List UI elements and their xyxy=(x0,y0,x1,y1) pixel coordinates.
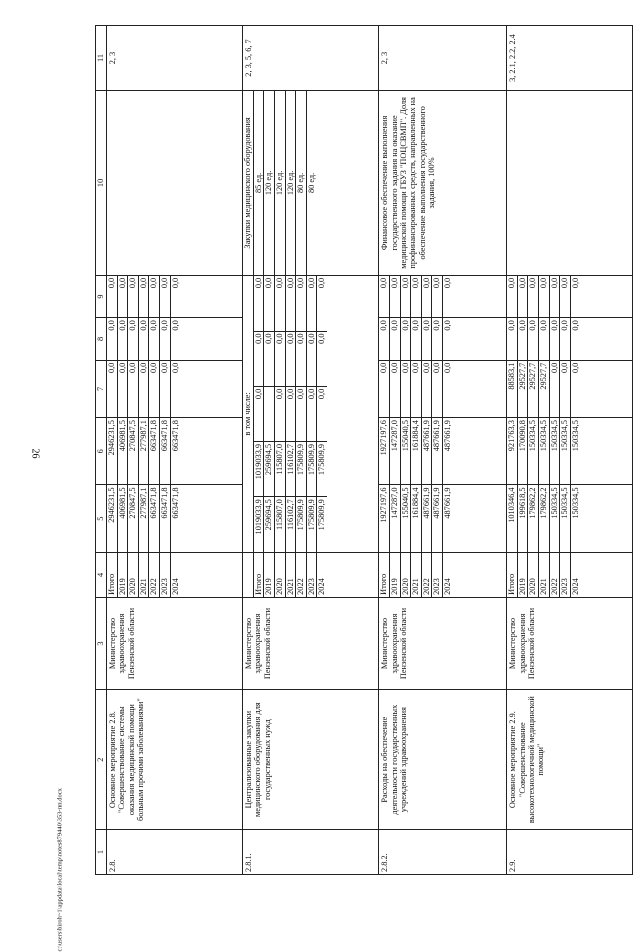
value: 277987,1 xyxy=(138,418,149,484)
values-cell xyxy=(107,485,243,552)
value: 2021 xyxy=(539,553,550,597)
value: 2020 xyxy=(128,553,139,597)
value: 0,0 xyxy=(128,361,139,417)
values-cell xyxy=(243,552,379,597)
header-cell: 9 xyxy=(96,275,107,317)
indicator-ref: 2, 3 xyxy=(107,26,243,91)
value: 115807,0 xyxy=(274,441,285,496)
value: 175809,9 xyxy=(296,497,307,552)
values-group xyxy=(243,275,379,552)
value: 663471,8 xyxy=(149,418,160,484)
value: 0,0 xyxy=(517,276,528,317)
value: 161884,4 xyxy=(411,486,422,552)
value: 0,0 xyxy=(264,331,275,386)
value: 0,0 xyxy=(317,386,327,441)
value: 29527,7 xyxy=(528,361,539,417)
result-value: 80 ед. xyxy=(306,172,316,194)
result-value: 120 ед. xyxy=(285,91,296,275)
value: 116102,7 xyxy=(285,497,296,552)
value: 0,0 xyxy=(432,276,443,317)
value: 0,0 xyxy=(570,362,580,374)
value: 0,0 xyxy=(117,276,128,317)
values-cell xyxy=(379,418,507,485)
value: 0,0 xyxy=(274,276,285,331)
value xyxy=(264,386,275,441)
result-value: 80 ед. xyxy=(296,91,307,275)
value: 0,0 xyxy=(528,318,539,359)
value: 2023 xyxy=(432,553,443,597)
value: 0,0 xyxy=(170,362,180,374)
value: 2020 xyxy=(274,553,285,597)
indicator-ref: 2, 3 xyxy=(379,26,507,91)
value: 2024 xyxy=(570,578,580,595)
values-cell xyxy=(107,318,243,360)
values-cell xyxy=(379,485,507,552)
value: 663471,8 xyxy=(159,486,170,552)
value: 1927197,6 xyxy=(379,418,389,484)
header-cell: 7 xyxy=(96,360,107,417)
header-cell: 11 xyxy=(96,26,107,91)
value: 2019 xyxy=(390,553,401,597)
values-cell xyxy=(379,275,507,317)
values-cell xyxy=(379,360,507,417)
value: 0,0 xyxy=(442,277,452,289)
value: 150334,5 xyxy=(549,418,560,484)
value: 2019 xyxy=(117,553,128,597)
header-cell: 4 xyxy=(96,552,107,597)
value: Итого xyxy=(379,553,389,597)
values-cell xyxy=(507,418,633,485)
value: 155040,5 xyxy=(400,418,411,484)
value: 175809,9 xyxy=(317,499,327,531)
value: 0,0 xyxy=(570,277,580,289)
row-number: 2.9. xyxy=(507,830,633,875)
value: 0,0 xyxy=(170,320,180,331)
value: 487661,9 xyxy=(442,487,452,519)
value: 0,0 xyxy=(549,361,560,417)
value: 663471,8 xyxy=(149,486,160,552)
value: 0,0 xyxy=(159,276,170,317)
table-container xyxy=(95,25,633,875)
value: 0,0 xyxy=(432,318,443,359)
value: 0,0 xyxy=(253,276,264,331)
value: 259694,5 xyxy=(264,441,275,496)
value: 1010346,4 xyxy=(507,486,517,552)
value: 115807,0 xyxy=(274,497,285,552)
value: 0,0 xyxy=(421,318,432,359)
value: 0,0 xyxy=(379,318,389,359)
value: 0,0 xyxy=(507,318,517,359)
value: 0,0 xyxy=(159,318,170,359)
table-row xyxy=(507,26,633,875)
value: 487661,9 xyxy=(432,418,443,484)
value: Итого xyxy=(253,553,264,597)
row-number: 2.8. xyxy=(107,830,243,875)
value: 155040,5 xyxy=(400,486,411,552)
value: 0,0 xyxy=(560,318,571,359)
executor: Министерство здравоохранения Пензенской области xyxy=(379,597,507,689)
value: 0,0 xyxy=(539,276,550,317)
page-number: 26 xyxy=(29,448,41,459)
value: 199618,5 xyxy=(517,486,528,552)
value: 0,0 xyxy=(411,276,422,317)
value: 0,0 xyxy=(379,361,389,417)
value: 0,0 xyxy=(107,318,117,359)
value: 0,0 xyxy=(390,318,401,359)
value: 0,0 xyxy=(528,276,539,317)
value: 0,0 xyxy=(107,276,117,317)
value: 0,0 xyxy=(560,276,571,317)
values-cell xyxy=(507,275,633,317)
value: 175809,9 xyxy=(306,497,317,552)
value: 0,0 xyxy=(117,318,128,359)
value: 259694,5 xyxy=(264,497,275,552)
value: 1019033,9 xyxy=(253,441,264,496)
value: 2021 xyxy=(285,553,296,597)
value: 170090,8 xyxy=(517,418,528,484)
value: 0,0 xyxy=(306,386,317,441)
value: 0,0 xyxy=(285,331,296,386)
value: 150334,5 xyxy=(570,487,580,519)
value: 0,0 xyxy=(296,386,307,441)
value: 0,0 xyxy=(560,361,571,417)
value: 2022 xyxy=(549,553,560,597)
value: 161884,4 xyxy=(411,418,422,484)
value: 0,0 xyxy=(517,318,528,359)
result-cell xyxy=(243,91,379,276)
values-cell xyxy=(107,418,243,485)
header-cell: 2 xyxy=(96,690,107,830)
header-cell: 10 xyxy=(96,91,107,276)
value: 487661,9 xyxy=(442,420,452,452)
result-cell xyxy=(507,91,633,276)
value: 88583,1 xyxy=(507,361,517,417)
spacer xyxy=(243,553,253,597)
footer-path: c:\users\biroh~1\appdata\local\temp\notes879440\353-пп.docx xyxy=(56,788,64,952)
value: 0,0 xyxy=(149,276,160,317)
header-row xyxy=(96,26,107,875)
value: 0,0 xyxy=(442,320,452,331)
value: 2023 xyxy=(159,553,170,597)
value: 0,0 xyxy=(432,361,443,417)
value: 0,0 xyxy=(390,361,401,417)
value: 2022 xyxy=(296,553,307,597)
value: 0,0 xyxy=(549,318,560,359)
values-cell xyxy=(379,318,507,360)
program-table xyxy=(95,25,633,875)
value: 270847,5 xyxy=(128,486,139,552)
result-text: Финансовое обеспечение выполнения государственного задания на оказание медицинской помощи ГБУЗ "ПОЦСВМП". Доля профинансированных средств, направленных на обеспечение выполнения государственного задания, 100% xyxy=(379,91,507,276)
header-cell: 6 xyxy=(96,418,107,485)
executor: Министерство здравоохранения Пензенской области xyxy=(507,597,633,689)
value: 277987,1 xyxy=(138,486,149,552)
value: 2021 xyxy=(138,553,149,597)
value: 270847,5 xyxy=(128,418,139,484)
value: 0,0 xyxy=(306,276,317,331)
value: 2024 xyxy=(442,578,452,595)
value: 0,0 xyxy=(400,276,411,317)
value: 0,0 xyxy=(107,361,117,417)
value: 0,0 xyxy=(400,361,411,417)
table-row xyxy=(107,26,243,875)
value: 0,0 xyxy=(170,277,180,289)
indicator-ref: 2, 3, 5, 6, 7 xyxy=(243,26,379,91)
including-label: в том числе: xyxy=(243,276,253,552)
value: 2946231,5 xyxy=(107,486,117,552)
header-cell: 3 xyxy=(96,597,107,689)
values-cell xyxy=(507,485,633,552)
value: 0,0 xyxy=(411,318,422,359)
value: 0,0 xyxy=(138,276,149,317)
value: 0,0 xyxy=(539,318,550,359)
value: 29527,7 xyxy=(517,361,528,417)
table-row xyxy=(243,26,379,875)
value: 175809,9 xyxy=(317,441,327,496)
values-cell xyxy=(507,360,633,417)
value: 29527,7 xyxy=(539,361,550,417)
value: 2019 xyxy=(264,553,275,597)
value: 487661,9 xyxy=(421,418,432,484)
value: 116102,7 xyxy=(285,441,296,496)
value: 147287,0 xyxy=(390,486,401,552)
value: 150334,5 xyxy=(560,486,571,552)
value: 0,0 xyxy=(400,318,411,359)
row-number: 2.8.2. xyxy=(379,830,507,875)
value: 0,0 xyxy=(253,386,264,441)
row-number: 2.8.1. xyxy=(243,830,379,875)
value: 0,0 xyxy=(128,276,139,317)
result-cell xyxy=(107,91,243,276)
value: 663471,8 xyxy=(170,420,180,452)
value: 175809,9 xyxy=(306,441,317,496)
values-cell xyxy=(107,360,243,417)
value: 0,0 xyxy=(128,318,139,359)
value: 0,0 xyxy=(274,331,285,386)
result-value: 120 ед. xyxy=(274,91,285,275)
activity-name: Расходы на обеспечение деятельности государственных учреждений здравоохранения xyxy=(379,690,507,830)
value: 2021 xyxy=(411,553,422,597)
result-title: Закупки медицинского оборудования xyxy=(243,91,253,275)
value: 0,0 xyxy=(390,276,401,317)
value: 0,0 xyxy=(317,276,327,331)
value: 2022 xyxy=(421,553,432,597)
value: 0,0 xyxy=(149,318,160,359)
value: 150334,5 xyxy=(549,486,560,552)
header-cell: 8 xyxy=(96,318,107,360)
value: 0,0 xyxy=(285,276,296,331)
header-cell: 5 xyxy=(96,485,107,552)
value: 150334,5 xyxy=(539,418,550,484)
value: 0,0 xyxy=(296,276,307,331)
value: 2023 xyxy=(306,553,317,597)
value: 175809,9 xyxy=(296,441,307,496)
value: 150334,5 xyxy=(528,418,539,484)
table-row xyxy=(379,26,507,875)
value: 406981,5 xyxy=(117,418,128,484)
value: 0,0 xyxy=(421,361,432,417)
header-cell: 1 xyxy=(96,830,107,875)
value: 147287,0 xyxy=(390,418,401,484)
values-cell xyxy=(379,552,507,597)
value: 0,0 xyxy=(411,361,422,417)
value: 0,0 xyxy=(296,331,307,386)
result-value: 85 ед. xyxy=(253,91,264,275)
activity-name: Централизованные закупки медицинского оборудования для государственных нужд xyxy=(243,690,379,830)
value: 0,0 xyxy=(138,318,149,359)
value: 1927197,6 xyxy=(379,486,389,552)
value: 0,0 xyxy=(253,331,264,386)
value: 0,0 xyxy=(570,320,580,331)
value: 0,0 xyxy=(285,386,296,441)
value: 0,0 xyxy=(274,386,285,441)
values-cell xyxy=(107,275,243,317)
activity-name: Основное мероприятие 2.9. "Совершенствование высокотехнологичной медицинской помощи" xyxy=(507,690,633,830)
value: 487661,9 xyxy=(421,486,432,552)
values-cell xyxy=(507,318,633,360)
value: 0,0 xyxy=(159,361,170,417)
value: 2020 xyxy=(528,553,539,597)
value: 179862,2 xyxy=(539,486,550,552)
value: 487661,9 xyxy=(432,486,443,552)
activity-name: Основное мероприятие 2.8. "Совершенствование системы оказания медицинской помощи больным прочими заболеваниями" xyxy=(107,690,243,830)
values-cell xyxy=(107,552,243,597)
value: 0,0 xyxy=(379,276,389,317)
value: 150334,5 xyxy=(570,420,580,452)
values-cell xyxy=(507,552,633,597)
executor: Министерство здравоохранения Пензенской области xyxy=(107,597,243,689)
result-value: 120 ед. xyxy=(264,91,275,275)
value: 0,0 xyxy=(138,361,149,417)
value: 2946231,5 xyxy=(107,418,117,484)
value: 2024 xyxy=(317,578,327,595)
value: 0,0 xyxy=(549,276,560,317)
value: 0,0 xyxy=(507,276,517,317)
value: 2024 xyxy=(170,578,180,595)
value: 0,0 xyxy=(317,331,327,386)
value: 179862,2 xyxy=(528,486,539,552)
executor: Министерство здравоохранения Пензенской области xyxy=(243,597,379,689)
value: 2023 xyxy=(560,553,571,597)
value: 0,0 xyxy=(149,361,160,417)
value: 150334,5 xyxy=(560,418,571,484)
indicator-ref: 3, 2.1, 2.2, 2.4 xyxy=(507,26,633,91)
value: Итого xyxy=(507,553,517,597)
value: 0,0 xyxy=(264,276,275,331)
value: 2019 xyxy=(517,553,528,597)
value: 0,0 xyxy=(306,331,317,386)
value: 2022 xyxy=(149,553,160,597)
value: 0,0 xyxy=(442,362,452,374)
value: 406981,5 xyxy=(117,486,128,552)
value: 921763,3 xyxy=(507,418,517,484)
value: 0,0 xyxy=(117,361,128,417)
value: 663471,8 xyxy=(170,487,180,519)
value: 0,0 xyxy=(421,276,432,317)
value: Итого xyxy=(107,553,117,597)
value: 663471,8 xyxy=(159,418,170,484)
value: 2020 xyxy=(400,553,411,597)
value: 1019033,9 xyxy=(253,497,264,552)
